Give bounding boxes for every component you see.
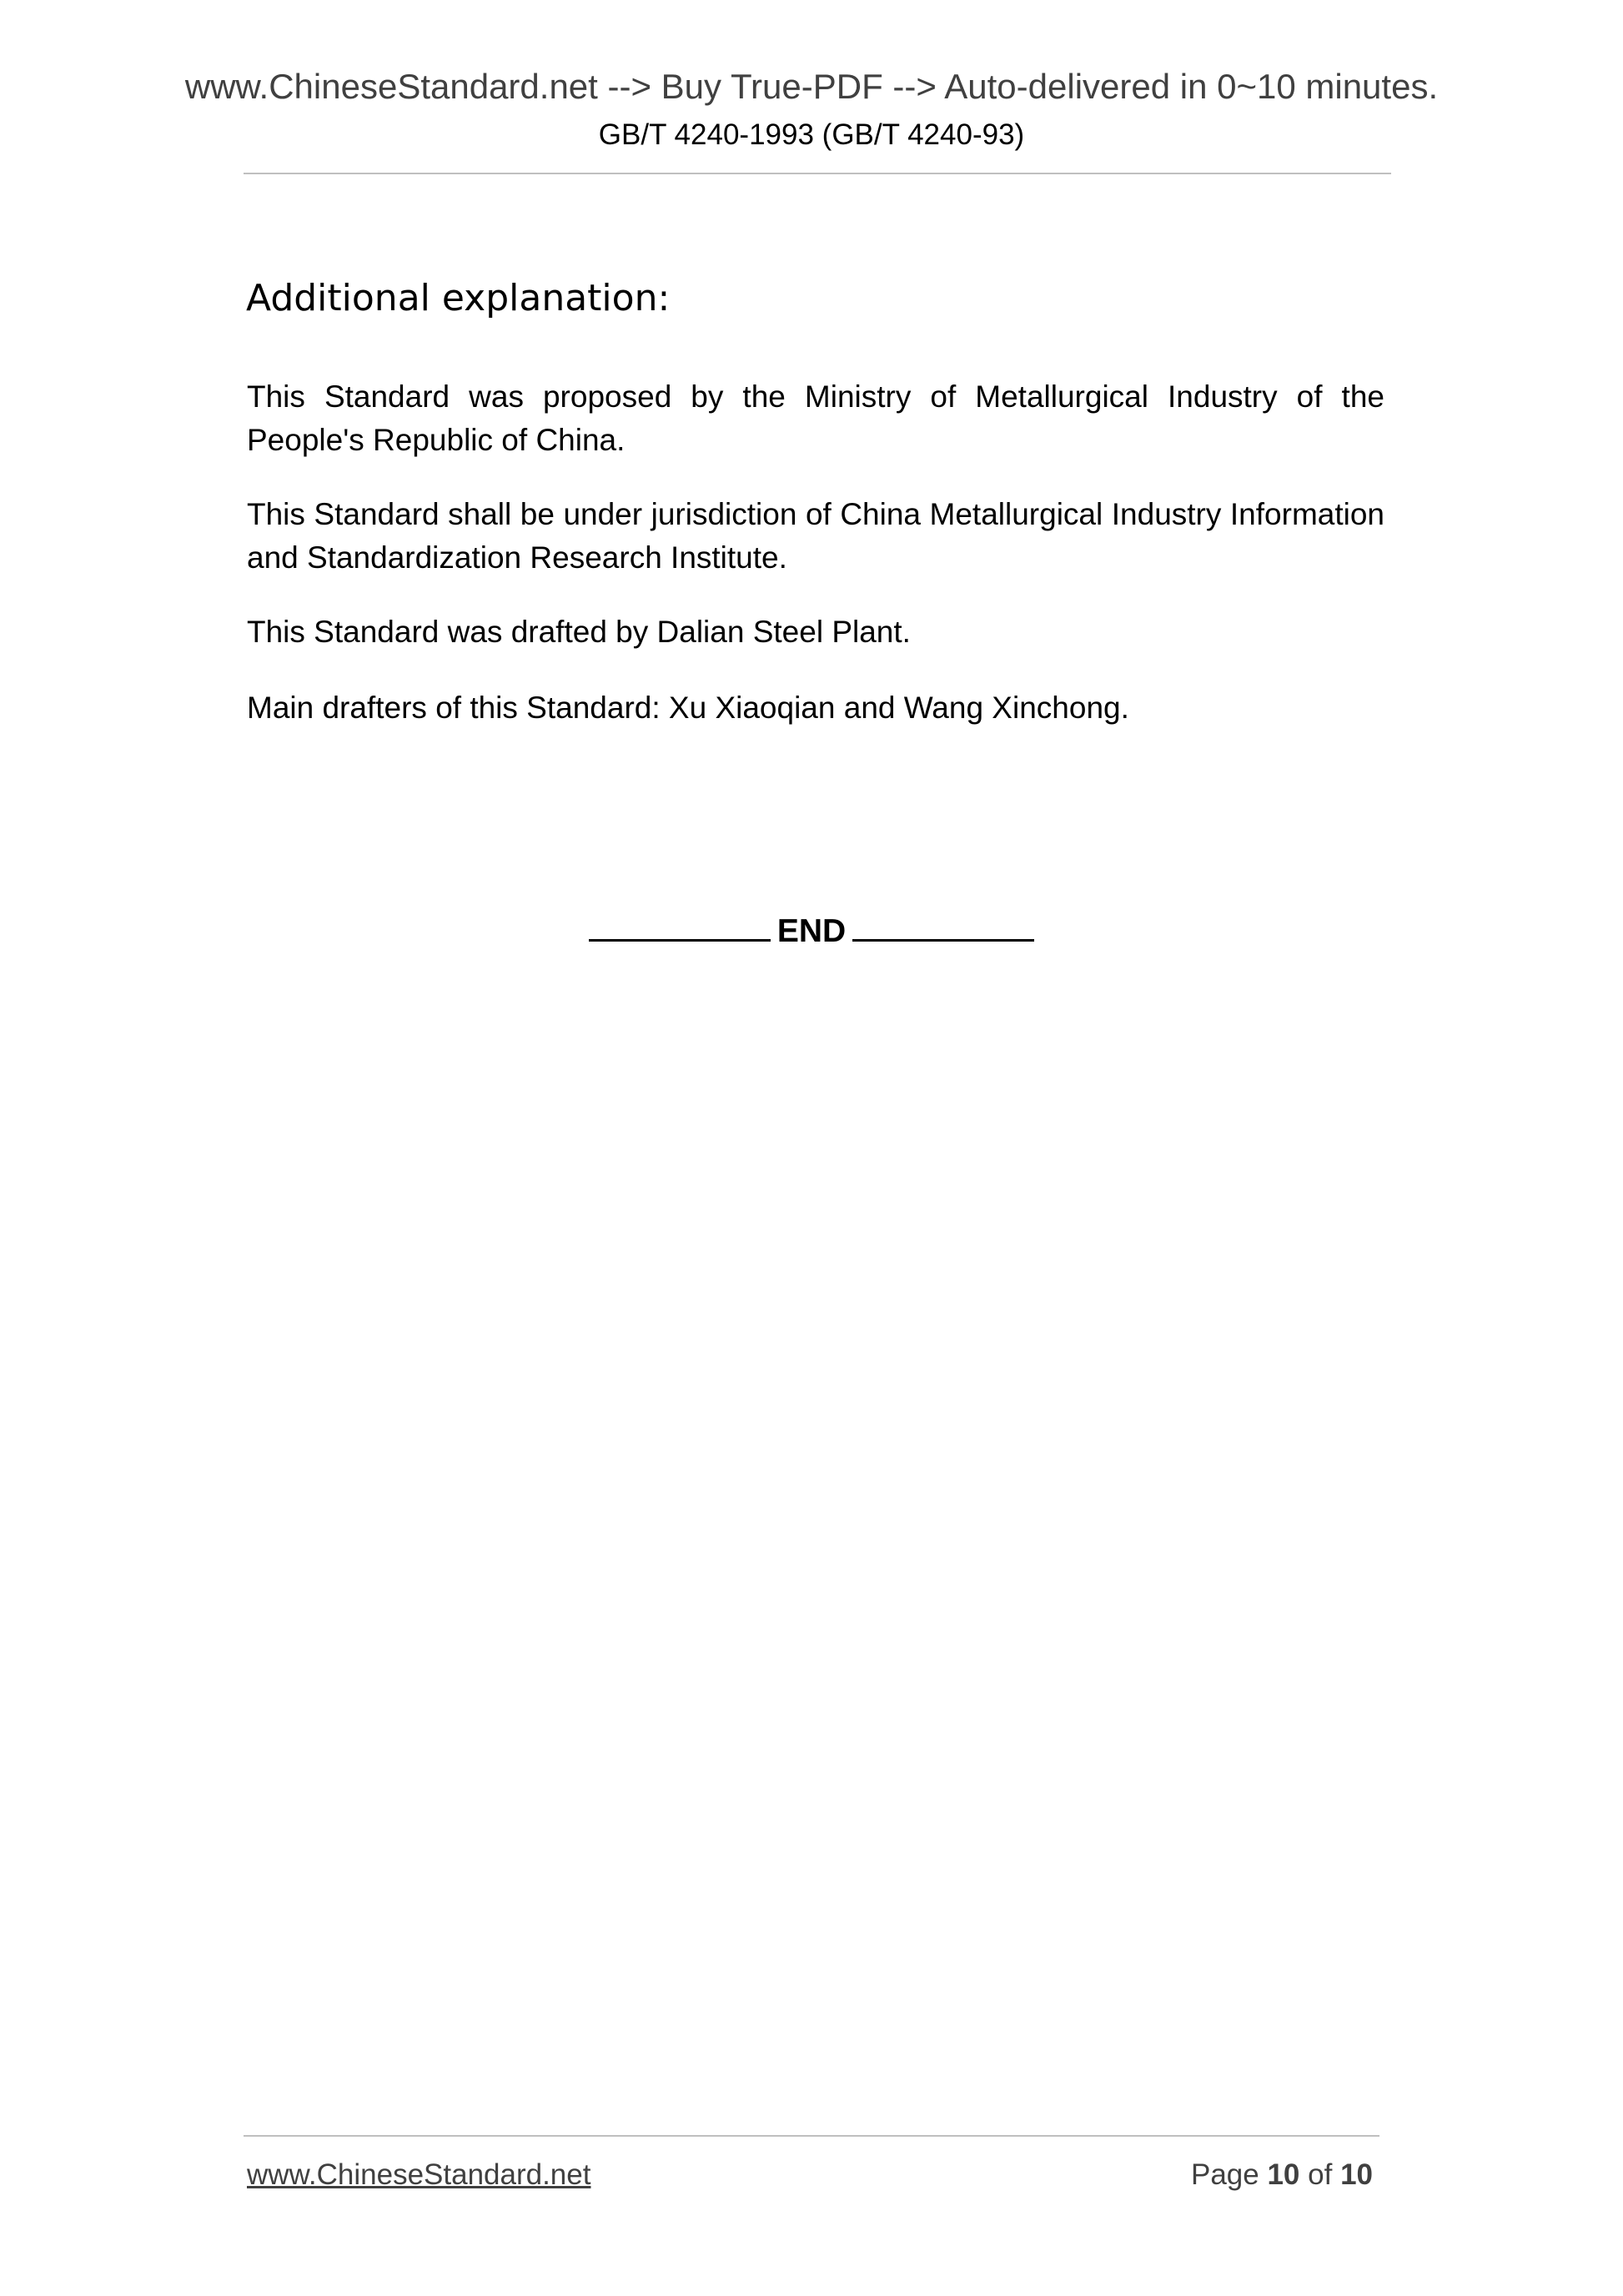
- page-current: 10: [1267, 2158, 1300, 2191]
- standard-id: GB/T 4240-1993 (GB/T 4240-93): [598, 118, 1025, 151]
- end-label: END: [776, 913, 847, 949]
- footer-divider: [244, 2135, 1379, 2137]
- end-rule-right: [852, 909, 1034, 942]
- header-banner: www.ChineseStandard.net --> Buy True-PDF --> Auto-delivered in 0~10 minutes.: [184, 67, 1439, 106]
- page-prefix: Page: [1190, 2158, 1259, 2191]
- header-divider: [244, 173, 1391, 174]
- page-of: of: [1308, 2158, 1333, 2191]
- paragraph-drafted-by: This Standard was drafted by Dalian Steel Plant.: [247, 615, 911, 649]
- end-marker: [0, 909, 1623, 953]
- paragraph-main-drafters: Main drafters of this Standard: Xu Xiaoqian and Wang Xinchong.: [247, 691, 1129, 725]
- end-rule-left: [589, 909, 771, 942]
- page-total: 10: [1340, 2158, 1373, 2191]
- paragraph-proposed-by: This Standard was proposed by the Ministry of Metallurgical Industry of the People's Republic of China.: [247, 379, 1384, 457]
- paragraph-jurisdiction: This Standard shall be under jurisdiction of China Metallurgical Industry Information and Standardization Research Institute.: [247, 497, 1384, 575]
- page-counter: [1191, 2157, 1373, 2193]
- section-heading: Additional explanation:: [246, 277, 671, 319]
- footer-site-link[interactable]: www.ChineseStandard.net: [247, 2158, 591, 2191]
